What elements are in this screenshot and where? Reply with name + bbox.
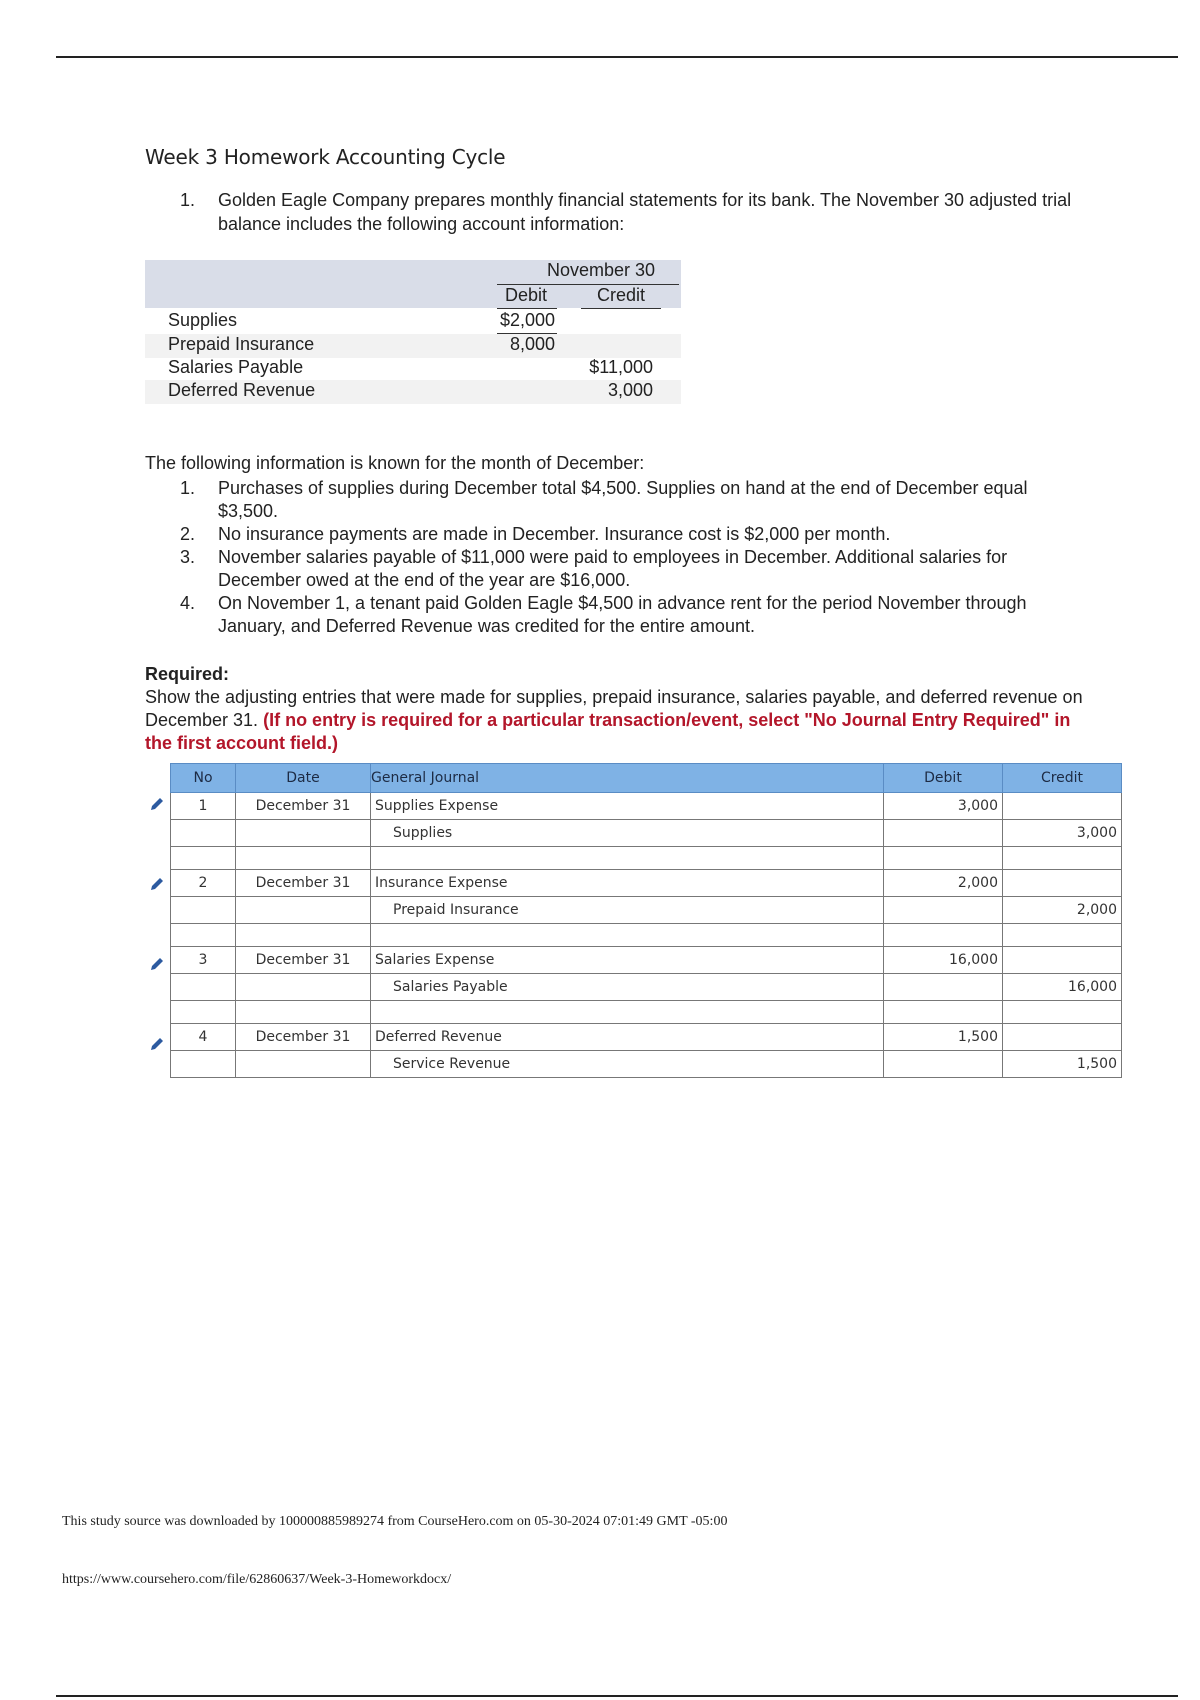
entry-date-empty [236,897,371,924]
download-notice: This study source was downloaded by 100000885989274 from CourseHero.com on 05-30-2024 07:01:49 GMT -05:00 [62,1514,728,1529]
debit-amount-empty[interactable] [884,974,1003,1001]
col-no: No [171,764,236,793]
credit-account[interactable]: Prepaid Insurance [371,897,884,924]
entry-date-empty [236,1001,371,1024]
info-intro: The following information is known for the month of December: [145,453,645,473]
credit-amount-empty[interactable] [1003,847,1122,870]
account-empty[interactable] [371,1001,884,1024]
table-row [171,974,1122,1001]
debit-account[interactable]: Deferred Revenue [371,1024,884,1051]
debit-account[interactable]: Insurance Expense [371,870,884,897]
required-label: Required: [145,664,230,684]
required-emphasis: (If no entry is required for a particular transaction/event, select "No Journal Entry Required" in the first account field.) [145,710,1071,753]
credit-account[interactable]: Supplies [371,820,884,847]
question-text: Golden Eagle Company prepares monthly financial statements for its bank. The November 30 adjusted trial balance includes the following account information: [218,190,1072,234]
table-row [171,1024,1122,1051]
entry-date-empty [236,820,371,847]
entry-no-empty [171,924,236,947]
entry-date: December 31 [236,793,371,820]
table-row [171,847,1122,870]
bottom-rule [56,1695,1178,1697]
tb-debit: 8,000 [509,334,555,354]
entry-no: 3 [171,947,236,974]
entry-no-empty [171,897,236,924]
credit-amount-empty[interactable] [1003,870,1122,897]
credit-amount-empty[interactable] [1003,1001,1122,1024]
debit-amount-empty[interactable] [884,897,1003,924]
col-general-journal: General Journal [371,764,884,793]
item-number: 3. [180,547,196,567]
tb-period: November 30 [546,260,656,280]
credit-underline [581,308,661,309]
entry-date-empty [236,924,371,947]
source-url[interactable]: https://www.coursehero.com/file/62860637/Week-3-Homeworkdocx/ [62,1572,452,1587]
edit-pencil-icon[interactable] [148,1035,166,1053]
entry-date-empty [236,974,371,1001]
col-debit: Debit [884,764,1003,793]
debit-amount[interactable]: 16,000 [884,947,1003,974]
question-1 [180,188,1080,236]
item-number: 2. [180,524,196,544]
entry-no: 4 [171,1024,236,1051]
entry-no: 2 [171,870,236,897]
entry-no-empty [171,847,236,870]
item-text: No insurance payments are made in December. Insurance cost is $2,000 per month. [218,524,891,544]
table-row [171,870,1122,897]
tb-account: Salaries Payable [168,357,304,377]
tb-debit-header: Debit [504,285,548,305]
trial-balance-table [145,260,681,405]
edit-pencil-icon[interactable] [148,795,166,813]
list-item [180,592,1080,638]
credit-amount-empty[interactable] [1003,947,1122,974]
journal-header-row [171,764,1122,793]
debit-account[interactable]: Salaries Expense [371,947,884,974]
table-row [171,820,1122,847]
debit-amount-empty[interactable] [884,924,1003,947]
credit-amount[interactable]: 2,000 [1003,897,1122,924]
debit-amount[interactable]: 3,000 [884,793,1003,820]
col-credit: Credit [1003,764,1122,793]
account-empty[interactable] [371,847,884,870]
credit-amount-empty[interactable] [1003,924,1122,947]
entry-no-empty [171,1001,236,1024]
entry-no-empty [171,820,236,847]
credit-amount[interactable]: 3,000 [1003,820,1122,847]
debit-amount-empty[interactable] [884,847,1003,870]
edit-pencil-icon[interactable] [148,875,166,893]
entry-date-empty [236,1051,371,1078]
credit-amount-empty[interactable] [1003,793,1122,820]
list-item [180,546,1080,592]
credit-amount[interactable]: 1,500 [1003,1051,1122,1078]
tb-credit: $11,000 [589,357,653,377]
entry-no-empty [171,1051,236,1078]
list-item [180,477,1080,523]
debit-amount-empty[interactable] [884,1001,1003,1024]
debit-amount[interactable]: 1,500 [884,1024,1003,1051]
entry-date: December 31 [236,870,371,897]
debit-underline [497,308,557,309]
table-row [171,793,1122,820]
table-row [171,947,1122,974]
required-text [145,686,1095,755]
entry-date-empty [236,847,371,870]
top-rule [56,56,1178,58]
tb-account: Prepaid Insurance [168,334,315,354]
table-row [171,924,1122,947]
col-date: Date [236,764,371,793]
info-list [180,477,1080,638]
edit-pencil-icon[interactable] [148,955,166,973]
debit-amount-empty[interactable] [884,1051,1003,1078]
tb-account: Deferred Revenue [168,380,316,400]
credit-account[interactable]: Salaries Payable [371,974,884,1001]
debit-amount-empty[interactable] [884,820,1003,847]
list-item [180,523,1080,546]
tb-credit-header: Credit [596,285,645,305]
debit-amount[interactable]: 2,000 [884,870,1003,897]
tb-account: Supplies [168,310,238,330]
credit-amount[interactable]: 16,000 [1003,974,1122,1001]
item-text: November salaries payable of $11,000 were paid to employees in December. Additional salaries for December owed at the end of the year are $16,000. [218,547,1008,590]
tb-debit: $2,000 [499,310,555,330]
table-row [171,1001,1122,1024]
account-empty[interactable] [371,924,884,947]
entry-date: December 31 [236,1024,371,1051]
entry-date: December 31 [236,947,371,974]
credit-account[interactable]: Service Revenue [371,1051,884,1078]
document-title: Week 3 Homework Accounting Cycle [145,145,506,169]
general-journal-table [170,763,1122,1078]
entry-no: 1 [171,793,236,820]
item-number: 4. [180,593,196,613]
entry-no-empty [171,974,236,1001]
required-instruction: Show the adjusting entries that were made for supplies, prepaid insurance, salaries payable, and deferred revenue on December 31. [145,687,1083,730]
tb-credit: 3,000 [607,380,653,400]
credit-amount-empty[interactable] [1003,1024,1122,1051]
item-text: On November 1, a tenant paid Golden Eagle $4,500 in advance rent for the period November through January, and Deferred Revenue was credited for the entire amount. [218,593,1027,636]
table-row [171,897,1122,924]
debit-account[interactable]: Supplies Expense [371,793,884,820]
table-row [171,1051,1122,1078]
item-number: 1. [180,478,196,498]
question-number: 1. [180,190,196,210]
item-text: Purchases of supplies during December total $4,500. Supplies on hand at the end of December equal $3,500. [218,478,1028,521]
